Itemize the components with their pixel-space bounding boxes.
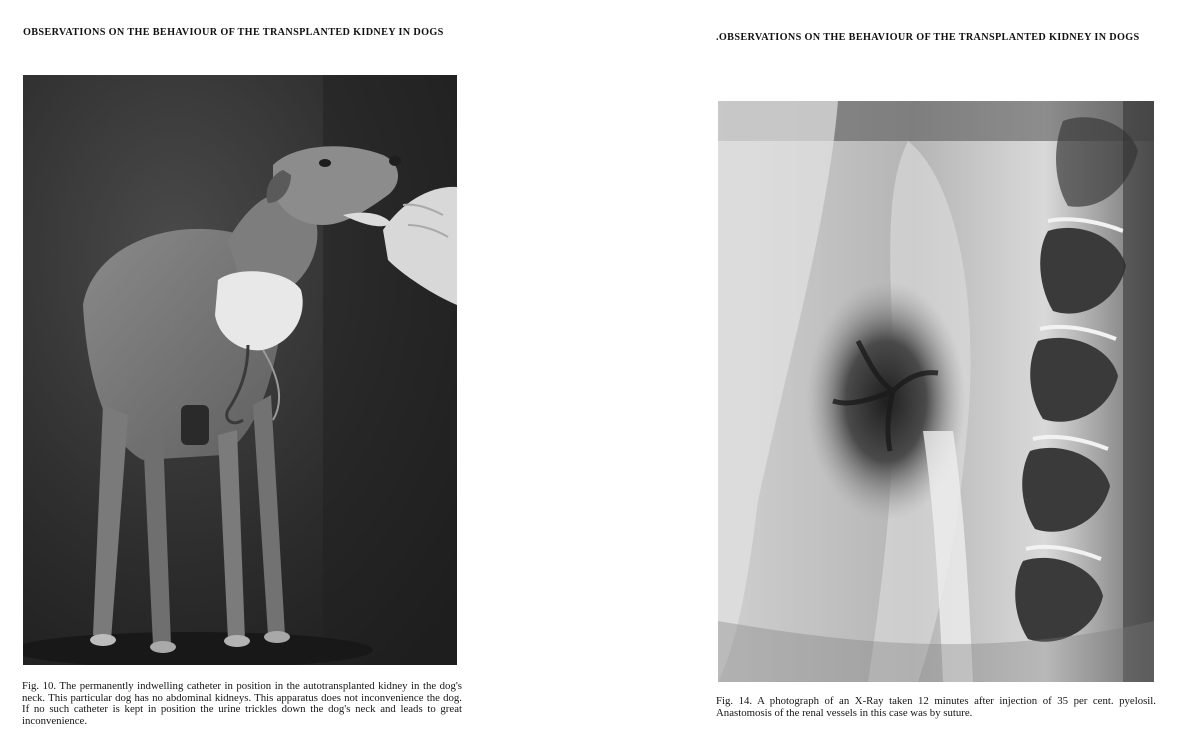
- x-ray-photograph-drawing: [718, 101, 1154, 682]
- figure-10-caption: Fig. 10. The permanently indwelling catheter in position in the autotransplanted kidney in the dog's neck. This particular dog has no abdominal kidneys. This apparatus does not inconvenience the dog. If no such catheter is kept in position the urine trickles down the dog's neck and leads to great inconvenience.: [22, 680, 462, 727]
- dog-photograph: [23, 75, 457, 665]
- right-running-head: .OBSERVATIONS ON THE BEHAVIOUR OF THE TRANSPLANTED KIDNEY IN DOGS: [716, 32, 1140, 43]
- right-page: [600, 0, 1200, 740]
- dog-photograph-drawing: [23, 75, 457, 665]
- x-ray-photograph: [718, 101, 1154, 682]
- figure-14-caption: Fig. 14. A photograph of an X-Ray taken 12 minutes after injection of 35 per cent. pyelosil. Anastomosis of the renal vessels in this case was by suture.: [716, 695, 1156, 719]
- left-running-head: OBSERVATIONS ON THE BEHAVIOUR OF THE TRANSPLANTED KIDNEY IN DOGS: [23, 27, 444, 38]
